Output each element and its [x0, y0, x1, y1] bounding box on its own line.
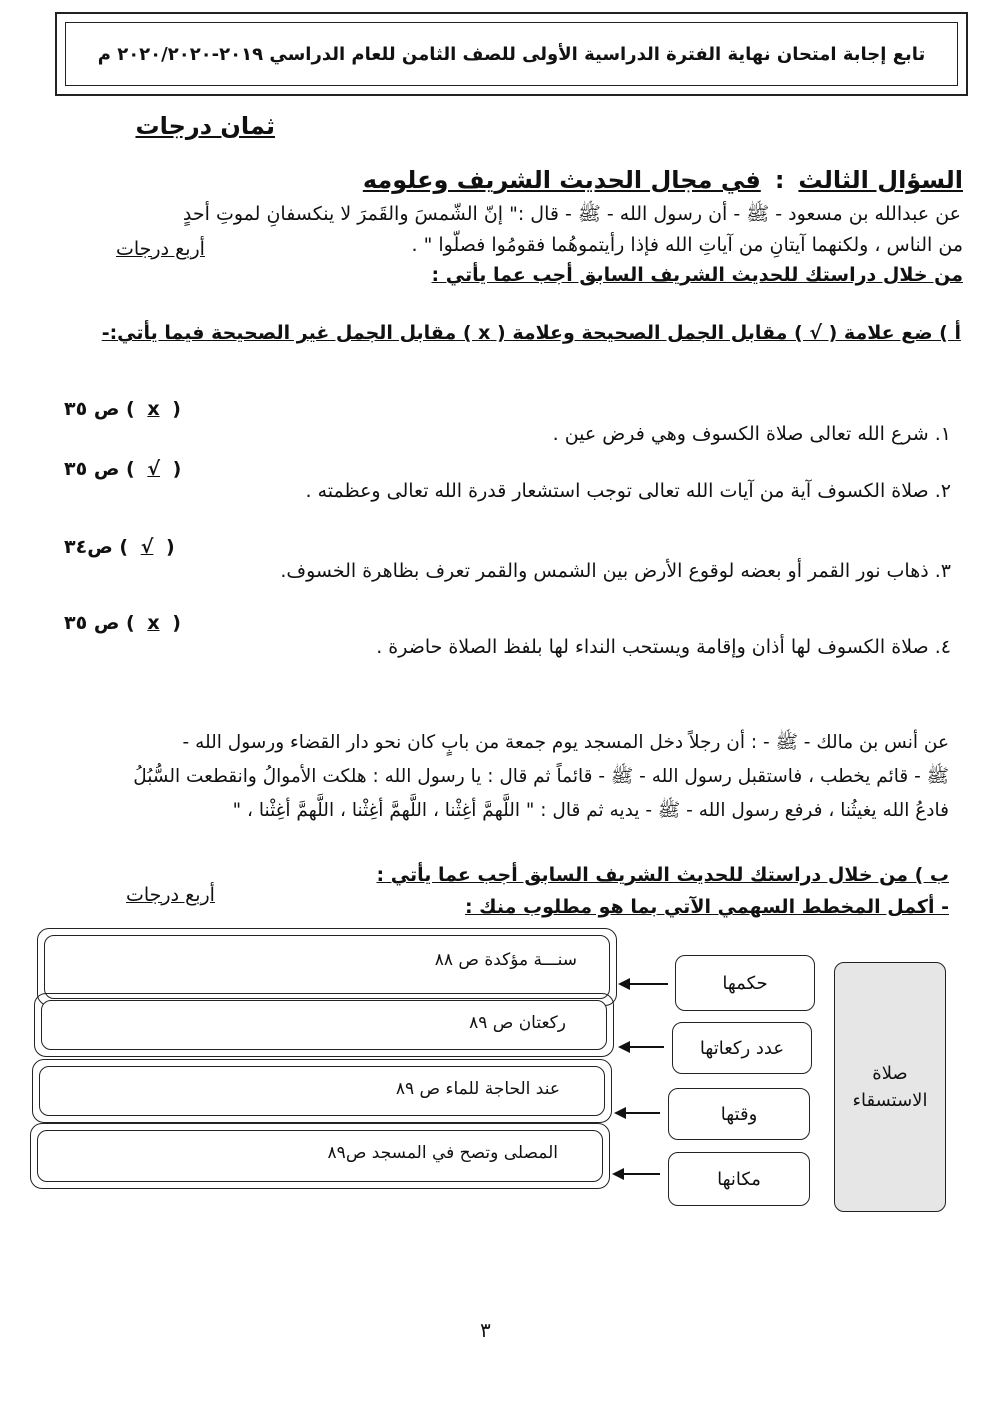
diagram-label-box [668, 1152, 810, 1206]
hadith2-line1: عن أنس بن مالك - ﷺ - : أن رجلاً دخل المسجد يوم جمعة من بابٍ كان نحو دار القضاء ورسول الله - [182, 732, 949, 753]
answer-text: عند الحاجة للماء ص ٨٩ [395, 1079, 560, 1099]
answer-mark: ص٣٤ ( √ ) [64, 536, 175, 558]
hadith2-line2: ﷺ - قائم يخطب ، فاستقبل رسول الله - ﷺ - قائماً ثم قال : يا رسول الله : هلكت الأموالُ وانقطعت السُّبُلُ [133, 766, 949, 787]
hadith1-line1: عن عبدالله بن مسعود - ﷺ - أن رسول الله - ﷺ - قال :" إنّ الشّمسَ والقَمرَ لا ينكسفانِ لموتِ أحدٍ [182, 203, 961, 225]
header-title: تابع إجابة امتحان نهاية الفترة الدراسية الأولى للصف الثامن للعام الدراسي ٢٠١٩-٢٠٢٠/٢٠٢٠ م [65, 22, 958, 86]
answer-box [44, 935, 610, 999]
section-points: ثمان درجات [135, 112, 275, 140]
answer-text: ركعتان ص ٨٩ [469, 1013, 566, 1033]
part-b-points: أربع درجات [126, 884, 215, 906]
diagram-center-box [834, 962, 946, 1212]
item-text: صلاة الكسوف آية من آيات الله تعالى توجب استشعار قدرة الله تعالى وعظمته . [305, 480, 929, 502]
item-mark: x [147, 612, 160, 634]
header-frame [55, 12, 968, 96]
arrow-icon [620, 983, 668, 985]
item-number: ٢. [934, 480, 951, 502]
item-number: ٤. [934, 636, 951, 658]
answer-mark: ص ٣٥ ( x ) [64, 398, 181, 420]
item-text: شرع الله تعالى صلاة الكسوف وهي فرض عين . [552, 423, 929, 445]
item-number: ٣. [934, 560, 951, 582]
arrow-icon [616, 1112, 660, 1114]
statement-item [376, 636, 951, 658]
item-number: ١. [934, 423, 951, 445]
statement-item [553, 423, 951, 445]
item-mark: x [147, 398, 160, 420]
part-b-prompt: ب ) من خلال دراستك للحديث الشريف السابق أجب عما يأتي : [376, 864, 949, 886]
part-b-instruction: - أكمل المخطط السهمي الآتي بما هو مطلوب منك : [464, 896, 949, 918]
statement-item [306, 480, 951, 502]
answer-frame [34, 993, 614, 1057]
answer-frame [30, 1123, 610, 1189]
diagram-center-label: صلاة الاستسقاء [852, 1063, 928, 1111]
answer-text: سنـــة مؤكدة ص ٨٨ [434, 950, 577, 970]
diagram-label: وقتها [720, 1103, 758, 1125]
answer-box [37, 1130, 603, 1182]
hadith2-line3: فادعُ الله يغيثُنا ، فرفع رسول الله - ﷺ - يديه ثم قال : " اللَّهمَّ أغِثْنا ، اللَّهمَّ أغِثْنا ، اللَّهمَّ أغِثْنا ، " [232, 800, 949, 821]
diagram-label-box [675, 955, 815, 1011]
diagram-label: مكانها [717, 1168, 761, 1190]
item-mark: √ [140, 536, 154, 558]
question-label: السؤال الثالث [798, 166, 963, 194]
question-topic: في مجال الحديث الشريف وعلومه [362, 166, 761, 194]
answer-frame [32, 1059, 612, 1123]
item-ref: ص ٣٥ [64, 612, 120, 634]
hadith1-prompt: من خلال دراستك للحديث الشريف السابق أجب عما يأتي : [431, 264, 963, 286]
question-heading [363, 166, 963, 194]
item-text: صلاة الكسوف لها أذان وإقامة ويستحب النداء لها بلفظ الصلاة حاضرة . [376, 636, 929, 658]
item-ref: ص ٣٥ [64, 398, 120, 420]
question-colon: : [774, 166, 785, 194]
answer-mark: ص ٣٥ ( x ) [64, 612, 181, 634]
hadith1-line2: من الناس ، ولكنهما آيتانِ من آياتِ الله فإذا رأيتموهُما فقومُوا فصلّوا " . [411, 234, 963, 256]
hadith1-points: أربع درجات [116, 238, 205, 260]
diagram-label-box [668, 1088, 810, 1140]
item-ref: ص ٣٥ [64, 458, 120, 480]
arrow-icon [614, 1173, 660, 1175]
part-a-instruction: أ ) ضع علامة ( √ ) مقابل الجمل الصحيحة وعلامة ( x ) مقابل الجمل غير الصحيحة فيما يأتي:- [101, 322, 961, 344]
answer-box [39, 1066, 605, 1116]
diagram-label: عدد ركعاتها [699, 1037, 785, 1059]
item-ref: ص٣٤ [64, 536, 113, 558]
item-text: ذهاب نور القمر أو بعضه لوقوع الأرض بين الشمس والقمر تعرف بظاهرة الخسوف. [280, 560, 929, 582]
statement-item [280, 560, 951, 582]
answer-box [41, 1000, 607, 1050]
diagram-label-box [672, 1022, 812, 1074]
answer-mark: ص ٣٥ ( √ ) [64, 458, 182, 480]
page-number: ٣ [480, 1318, 491, 1342]
item-mark: √ [147, 458, 160, 480]
arrow-icon [620, 1046, 664, 1048]
answer-text: المصلى وتصح في المسجد ص٨٩ [327, 1143, 558, 1163]
diagram-label: حكمها [722, 972, 768, 994]
